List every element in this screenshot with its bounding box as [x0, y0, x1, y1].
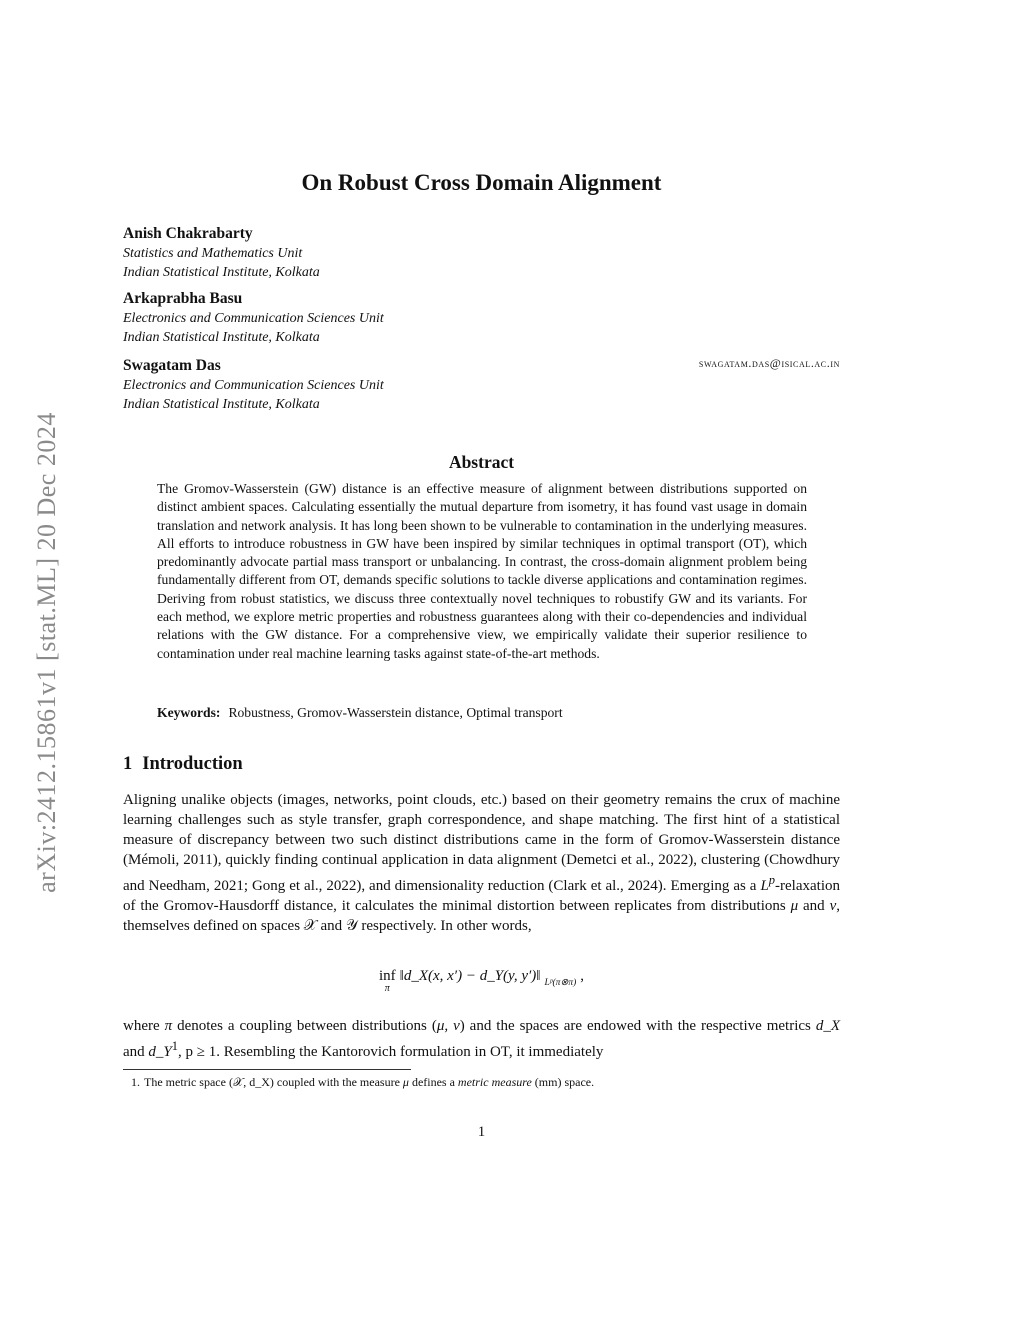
text-run: -relaxation of the Gromov-Hausdorff distance, it calculates the minimal distortion between replicates from distributions: [123, 878, 840, 914]
math-mu-nu: μ, ν: [436, 1018, 460, 1034]
footnote-emphasis: metric measure: [457, 1075, 532, 1089]
equation-comma: ,: [580, 968, 585, 984]
text-run: The metric space (𝒳, d_X) coupled with the measure: [144, 1075, 403, 1089]
equation-norm-subscript: Lᵖ(π⊗π): [544, 978, 577, 988]
text-run: , p ≥ 1. Resembling the Kantorovich formulation in OT, it immediately: [178, 1044, 604, 1060]
text-run: (mm) space.: [531, 1075, 595, 1089]
section-title: Introduction: [142, 754, 243, 774]
page-number: 1: [477, 1124, 486, 1140]
author-block-2: [123, 289, 840, 347]
text-run: denotes a coupling between distributions (: [172, 1018, 437, 1034]
footnote-ref[interactable]: 1: [171, 1039, 179, 1053]
author-email: swagatam.das@isical.ac.in: [698, 356, 840, 370]
footnote-rule: [123, 1069, 411, 1070]
math-p: p: [768, 873, 776, 887]
author-block-3: [123, 356, 840, 414]
author-affiliation: Electronics and Communication Sciences Unit: [123, 311, 384, 326]
keywords-label: Keywords:: [157, 705, 221, 720]
text-run: defines a: [408, 1075, 458, 1089]
author-name: Swagatam Das: [123, 357, 221, 374]
math-dx: d_X: [815, 1018, 841, 1034]
text-run: and: [123, 1044, 149, 1060]
abstract-heading: Abstract: [448, 452, 515, 472]
intro-paragraph-1: [123, 790, 840, 936]
text-run: ) and the spaces are endowed with the respective metrics: [459, 1018, 816, 1034]
abstract-body: The Gromov-Wasserstein (GW) distance is an effective measure of alignment between distributions supported on distinct ambient spaces. Calculating essentially the mutual departure from isometry, it has found vast usage in domain translation and network analysis. It has long been shown to be vulnerable to contamination in the underlying measures. All efforts to introduce robustness in GW have been inspired by similar techniques in optimal transport (OT), which predominantly advocate partial mass transport or unbalancing. In contrast, the cross-domain alignment problem being fundamentally different from OT, demands specific solutions to tackle diverse applications and contamination regimes. Deriving from robust statistics, we discuss three contextually novel techniques to robustify GW and its variants. For each method, we explore metric properties and robustness guarantees along with their co-dependencies and individual relations with the GW distance. For a comprehensive view, we empirically validate their superior resilience to contamination under real machine learning tasks against state-of-the-art methods.: [157, 481, 807, 661]
section-heading-introduction: [123, 754, 243, 775]
author-affiliation: Indian Statistical Institute, Kolkata: [123, 397, 320, 412]
section-number: 1: [123, 754, 133, 774]
author-block-1: [123, 224, 840, 282]
inf-operator: inf: [378, 968, 396, 984]
paper-title: On Robust Cross Domain Alignment: [301, 170, 662, 195]
footnote-number: 1.: [131, 1075, 140, 1089]
arxiv-stamp-text: arXiv:2412.15861v1 [stat.ML] 20 Dec 2024: [32, 412, 61, 893]
text-run: Aligning unalike objects (images, networks, point clouds, etc.) based on their geometry remains the crux of machine learning challenges such as style transfer, graph correspondence, and shape matching. The first hint of a statistical measure of discrepancy between two such distinct distributions came in the form of Gromov-Wasserstein distance (Mémoli, 2011), quickly finding continual application in data alignment (Demetci et al., 2022), clustering (Chowdhury and Needham, 2021; Gong et al., 2022), and dimensionality reduction (Clark et al., 2024). Emerging as a: [123, 792, 840, 894]
intro-paragraph-2: [123, 1016, 840, 1062]
math-dy: d_Y: [148, 1044, 172, 1060]
math-space-x: 𝒳: [303, 918, 317, 934]
math-space-y: 𝒴: [345, 918, 358, 934]
inf-subscript: π: [384, 983, 390, 994]
text-run: and: [798, 898, 830, 914]
arxiv-sidebar-stamp: [30, 345, 64, 960]
math-L: L: [760, 878, 769, 894]
equation-norm: ‖d_X(x, x′) − d_Y(y, y′)‖: [399, 968, 541, 984]
math-mu: μ: [790, 898, 799, 914]
text-run: and: [316, 918, 346, 934]
equation-inf: [379, 968, 396, 994]
author-name: Anish Chakrabarty: [123, 225, 253, 242]
author-affiliation: Electronics and Communication Sciences Unit: [123, 378, 384, 393]
author-affiliation: Statistics and Mathematics Unit: [123, 246, 303, 261]
author-affiliation: Indian Statistical Institute, Kolkata: [123, 265, 320, 280]
keywords: [157, 704, 807, 722]
text-run: where: [123, 1018, 165, 1034]
text-run: , themselves defined on spaces: [123, 898, 840, 934]
author-name: Arkaprabha Basu: [123, 290, 243, 307]
math-pi: π: [164, 1018, 173, 1034]
keywords-list: Robustness, Gromov-Wasserstein distance, Optimal transport: [228, 705, 563, 720]
author-affiliation: Indian Statistical Institute, Kolkata: [123, 330, 320, 345]
text-run: respectively. In other words,: [357, 918, 532, 934]
display-equation: [123, 968, 840, 994]
footnote: [123, 1074, 840, 1090]
math-nu: ν: [829, 898, 837, 914]
math-mu: μ: [402, 1075, 409, 1089]
